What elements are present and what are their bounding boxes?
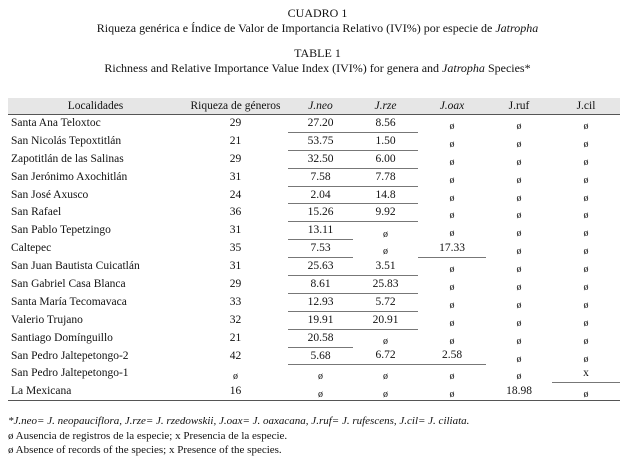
absent-marker: ø — [449, 281, 455, 293]
header-jneo: J.neo — [288, 98, 353, 115]
absent-marker: ø — [516, 246, 522, 258]
cell-jcil — [552, 329, 620, 347]
absent-marker: ø — [449, 121, 455, 133]
cell-locality: San Jerónimo Axochitlán — [11, 170, 128, 183]
absent-marker: ø — [449, 299, 455, 311]
absent-marker: ø — [516, 281, 522, 293]
cell-joax — [418, 150, 486, 168]
note-abbreviations: *J.neo= J. neopauciflora, J.rze= J. rzedowskii, J.oax= J. oaxacana, J.ruf= J. rufescens, J.cil= J. ciliata. — [8, 415, 470, 427]
cell-locality: San Pedro Jaltepetongo-2 — [11, 349, 129, 362]
cell-richness: 36 — [229, 206, 242, 219]
absent-marker: ø — [516, 371, 522, 383]
cell-jruf — [486, 258, 552, 276]
cell-jrze: 5.72 — [353, 293, 418, 311]
cell-jruf — [486, 115, 552, 133]
absent-marker: ø — [383, 371, 388, 383]
cell-richness: 21 — [229, 134, 242, 147]
cell-locality: Zapotitlán de las Salinas — [11, 152, 124, 165]
cell-jneo: 20.58 — [288, 329, 353, 347]
cell-joax — [418, 204, 486, 222]
cell-jneo: 32.50 — [288, 150, 353, 168]
absent-marker: ø — [583, 121, 589, 133]
absent-marker: ø — [318, 371, 323, 383]
absent-marker: ø — [516, 174, 522, 186]
cell-locality: San Nicolás Tepoxtitlán — [11, 134, 122, 147]
cell-jcil — [552, 186, 620, 204]
header-joax: J.oax — [418, 98, 486, 115]
absent-marker: ø — [449, 228, 455, 240]
cell-jrze — [353, 222, 418, 240]
cell-jrze — [353, 365, 418, 382]
cell-joax: 2.58 — [418, 347, 486, 365]
header-localidades: Localidades — [8, 98, 183, 115]
table-row — [8, 347, 620, 365]
cell-locality: San Pedro Jaltepetongo-1 — [11, 367, 129, 380]
absent-marker: ø — [449, 371, 455, 383]
cell-locality: Valerio Trujano — [11, 313, 83, 326]
cell-jruf — [486, 276, 552, 294]
cell-richness: 42 — [229, 349, 242, 362]
note-legend-es: ø Ausencia de registros de la especie; x Presencia de la especie. — [8, 429, 288, 442]
cell-jneo — [288, 382, 353, 400]
absent-marker: ø — [583, 281, 589, 293]
table-row — [8, 240, 620, 258]
cell-jcil — [552, 150, 620, 168]
cell-richness: 33 — [229, 295, 242, 308]
absent-marker: ø — [516, 335, 522, 347]
table-row — [8, 329, 620, 347]
cell-joax — [418, 365, 486, 382]
cell-jcil — [552, 311, 620, 329]
cell-jcil — [552, 258, 620, 276]
cell-jneo: 7.53 — [288, 240, 353, 258]
header-jruf: J.ruf — [486, 98, 552, 115]
absent-marker: ø — [583, 317, 589, 329]
absent-marker: ø — [516, 299, 522, 311]
absent-marker: ø — [583, 156, 589, 168]
absent-marker: ø — [583, 228, 589, 240]
header-riqueza: Riqueza de géneros — [183, 98, 288, 115]
cell-jruf — [486, 293, 552, 311]
absent-marker: ø — [449, 138, 455, 150]
absent-marker: ø — [449, 264, 455, 276]
cell-jruf — [486, 347, 552, 365]
caption-title-es: Riqueza genérica e Índice de Valor de Importancia Relativo (IVI%) por especie de Jatropha — [96, 21, 539, 35]
data-table — [8, 98, 620, 401]
cell-jneo: 5.68 — [288, 347, 353, 365]
cell-richness: 16 — [183, 382, 288, 400]
cell-richness: 29 — [229, 277, 242, 290]
cell-jruf — [486, 132, 552, 150]
cell-locality: Santa Ana Teloxtoc — [11, 117, 101, 130]
cell-joax — [418, 186, 486, 204]
cell-jruf — [486, 311, 552, 329]
cell-jcil — [552, 222, 620, 240]
absent-marker: ø — [449, 388, 455, 400]
cell-locality: San Pablo Tepetzingo — [11, 224, 111, 237]
absent-marker: ø — [516, 210, 522, 222]
cell-jneo: 2.04 — [288, 186, 353, 204]
caption-label-es: CUADRO 1 — [287, 6, 348, 20]
cell-richness — [183, 365, 288, 382]
absent-marker: ø — [318, 388, 323, 400]
cell-jcil — [552, 204, 620, 222]
cell-joax — [418, 382, 486, 400]
cell-jcil: x — [552, 365, 620, 382]
cell-joax — [418, 276, 486, 294]
absent-marker: ø — [449, 210, 455, 222]
absent-marker: ø — [516, 138, 522, 150]
cell-jcil — [552, 382, 620, 400]
table-caption — [0, 0, 635, 76]
cell-jcil — [552, 115, 620, 133]
absent-marker: ø — [583, 299, 589, 311]
cell-joax — [418, 115, 486, 133]
absent-marker: ø — [383, 335, 388, 347]
cell-jrze: 1.50 — [353, 132, 418, 150]
cell-jruf: 18.98 — [486, 382, 552, 400]
cell-jrze: 8.56 — [353, 115, 418, 133]
table-row — [8, 204, 620, 222]
cell-richness: 32 — [229, 313, 242, 326]
header-jrze: J.rze — [353, 98, 418, 115]
cell-richness: 29 — [229, 152, 242, 165]
absent-marker: ø — [383, 246, 388, 258]
cell-jrze: 7.78 — [353, 168, 418, 186]
cell-jcil — [552, 347, 620, 365]
cell-jrze: 6.72 — [353, 347, 418, 365]
cell-jrze: 9.92 — [353, 204, 418, 222]
cell-locality: Santa María Tecomavaca — [11, 295, 127, 308]
absent-marker: ø — [516, 192, 522, 204]
table-row — [8, 168, 620, 186]
cell-richness: 31 — [229, 224, 242, 237]
cell-jneo: 13.11 — [288, 222, 353, 240]
header-jcil: J.cil — [552, 98, 620, 115]
cell-joax — [418, 329, 486, 347]
cell-jrze: 25.83 — [353, 276, 418, 294]
cell-jruf — [486, 168, 552, 186]
absent-marker: ø — [449, 174, 455, 186]
table-row — [8, 222, 620, 240]
table-row — [8, 276, 620, 294]
absent-marker: ø — [583, 192, 589, 204]
table-row — [8, 186, 620, 204]
cell-locality: La Mexicana — [8, 382, 183, 400]
absent-marker: ø — [516, 156, 522, 168]
cell-richness: 29 — [229, 117, 242, 130]
note-legend-en: ø Absence of records of the species; x Presence of the species. — [8, 444, 282, 456]
absent-marker: ø — [516, 228, 522, 240]
cell-joax — [418, 222, 486, 240]
table-header-row — [8, 98, 620, 115]
absent-marker: ø — [383, 228, 388, 240]
cell-jruf — [486, 150, 552, 168]
absent-marker: ø — [583, 264, 589, 276]
cell-jrze: 6.00 — [353, 150, 418, 168]
cell-jrze — [353, 329, 418, 347]
absent-marker: ø — [233, 371, 238, 383]
table-row — [8, 258, 620, 276]
cell-jruf — [486, 329, 552, 347]
cell-jruf — [486, 204, 552, 222]
absent-marker: ø — [383, 388, 388, 400]
absent-marker: ø — [583, 335, 589, 347]
cell-jneo — [288, 365, 353, 382]
cell-locality: San José Axusco — [11, 188, 89, 201]
cell-locality: San Juan Bautista Cuicatlán — [11, 260, 140, 273]
cell-joax — [418, 293, 486, 311]
table-row — [8, 382, 620, 400]
cell-locality: Caltepec — [11, 242, 52, 255]
table-row — [8, 293, 620, 311]
absent-marker: ø — [449, 335, 455, 347]
cell-richness: 31 — [229, 170, 242, 183]
cell-richness: 21 — [229, 331, 242, 344]
table-row — [8, 365, 620, 382]
cell-jrze — [353, 382, 418, 400]
absent-marker: ø — [516, 317, 522, 329]
cell-locality: San Gabriel Casa Blanca — [11, 277, 126, 290]
cell-jneo: 53.75 — [288, 132, 353, 150]
cell-jneo: 27.20 — [288, 115, 353, 133]
cell-jrze: 14.8 — [353, 186, 418, 204]
table-notes — [8, 414, 628, 458]
cell-jrze: 20.91 — [353, 311, 418, 329]
cell-joax — [418, 168, 486, 186]
absent-marker: ø — [583, 246, 589, 258]
cell-jneo: 15.26 — [288, 204, 353, 222]
cell-jneo: 7.58 — [288, 168, 353, 186]
cell-richness: 31 — [229, 260, 242, 273]
cell-richness: 24 — [229, 188, 242, 201]
cell-jcil — [552, 276, 620, 294]
absent-marker: ø — [583, 174, 589, 186]
cell-richness: 35 — [229, 242, 242, 255]
absent-marker: ø — [516, 264, 522, 276]
absent-marker: ø — [583, 138, 589, 150]
cell-locality: Santiago Domínguillo — [11, 331, 113, 344]
cell-jcil — [552, 132, 620, 150]
cell-jneo: 12.93 — [288, 293, 353, 311]
cell-jrze: 3.51 — [353, 258, 418, 276]
absent-marker: ø — [583, 210, 589, 222]
cell-jcil — [552, 240, 620, 258]
cell-joax — [418, 311, 486, 329]
absent-marker: ø — [516, 353, 522, 365]
table-row — [8, 115, 620, 133]
cell-jneo: 8.61 — [288, 276, 353, 294]
table-row — [8, 132, 620, 150]
cell-jcil — [552, 168, 620, 186]
cell-jruf — [486, 222, 552, 240]
cell-joax — [418, 258, 486, 276]
cell-jneo: 19.91 — [288, 311, 353, 329]
cell-jruf — [486, 365, 552, 382]
cell-locality: San Rafael — [11, 206, 62, 219]
table-body — [8, 115, 620, 401]
absent-marker: ø — [449, 192, 455, 204]
caption-label-en: TABLE 1 — [294, 46, 341, 60]
cell-jneo: 25.63 — [288, 258, 353, 276]
cell-joax: 17.33 — [418, 240, 486, 258]
table-row — [8, 311, 620, 329]
cell-jrze — [353, 240, 418, 258]
cell-joax — [418, 132, 486, 150]
absent-marker: ø — [583, 388, 589, 400]
absent-marker: ø — [449, 156, 455, 168]
absent-marker: ø — [449, 317, 455, 329]
absent-marker: ø — [583, 353, 589, 365]
cell-jcil — [552, 293, 620, 311]
cell-jruf — [486, 240, 552, 258]
table-row — [8, 150, 620, 168]
cell-jruf — [486, 186, 552, 204]
absent-marker: ø — [516, 121, 522, 133]
caption-title-en: Richness and Relative Importance Value Index (IVI%) for genera and Jatropha Species* — [104, 61, 531, 75]
